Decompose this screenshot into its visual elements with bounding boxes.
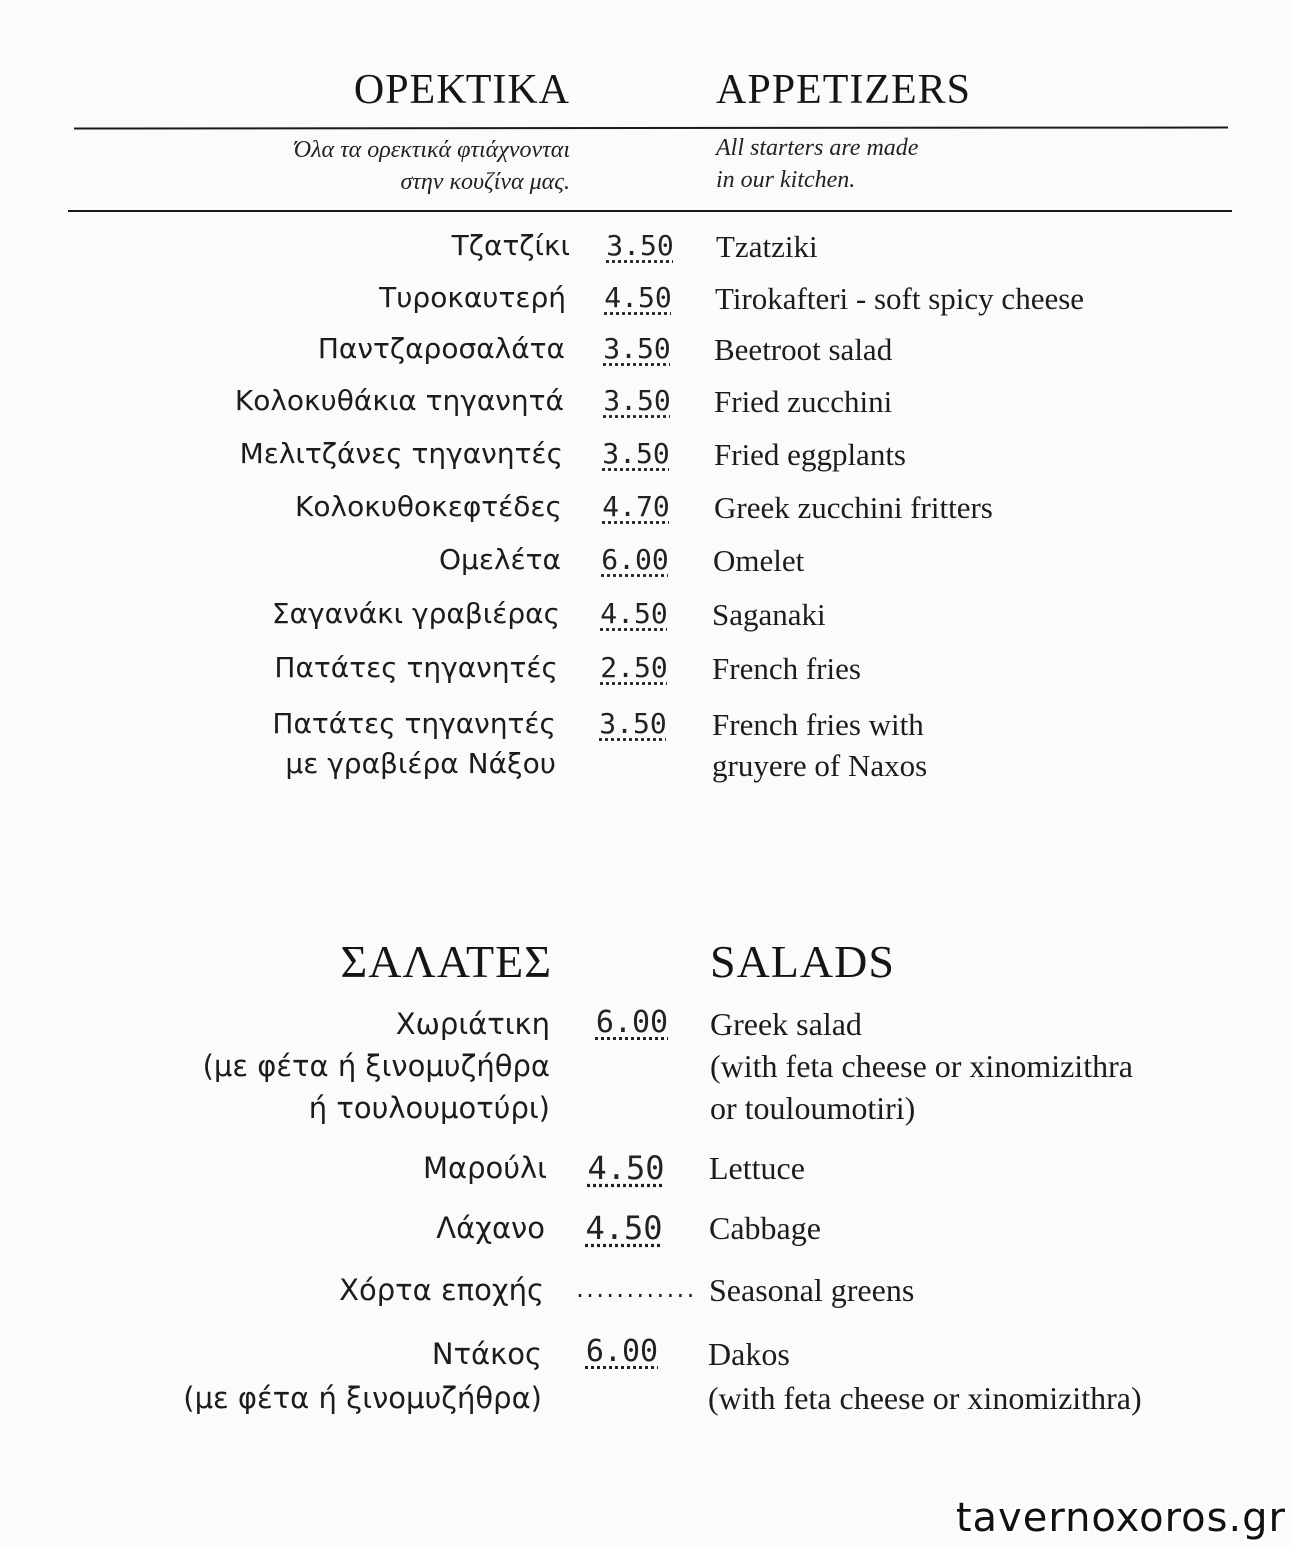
item-name-greek: Σαγανάκι γραβιέρας	[271, 597, 560, 630]
item-price: 3.50	[603, 384, 671, 417]
item-name-english-line-2: (with feta cheese or xinomizithra	[710, 1048, 1133, 1084]
item-price: 3.50	[602, 437, 670, 470]
item-name-english: Fried zucchini	[714, 384, 893, 419]
item-name-english-line-1: French fries with	[712, 707, 924, 742]
appetizers-title-greek: ΟΡΕΚΤΙΚΑ	[353, 67, 570, 113]
intro-greek-line-2: στην κουζίνα μας.	[400, 169, 570, 195]
item-name-greek: Πατάτες τηγανητές	[274, 651, 558, 684]
item-name-english	[710, 1003, 1133, 1129]
item-price: 4.50	[587, 1149, 665, 1187]
appetizers-title-english: APPETIZERS	[716, 67, 972, 113]
item-name-english: Tirokafteri - soft spicy cheese	[715, 281, 1085, 316]
item-name-english: Greek zucchini fritters	[714, 490, 993, 525]
watermark-text: tavernoxoros.gr	[955, 1495, 1286, 1541]
item-name-english-line-3: or touloumotiri)	[710, 1090, 916, 1126]
item-name-greek: Κολοκυθάκια τηγανητά	[234, 384, 564, 417]
item-name-english: Fried eggplants	[714, 437, 906, 472]
intro-english-line-2: in our kitchen.	[716, 167, 856, 193]
item-name-greek: Λάχανο	[436, 1211, 545, 1245]
salads-title-english: SALADS	[710, 936, 895, 987]
item-name-greek-line-1: Ντάκος	[431, 1337, 542, 1371]
item-name-greek: Μαρούλι	[422, 1151, 547, 1185]
item-name-english-line-1: Greek salad	[710, 1006, 862, 1042]
item-name-english: Lettuce	[709, 1150, 805, 1186]
item-price: 4.70	[602, 490, 670, 523]
item-name-greek-line-2: (με φέτα ή ξινομυζήθρα)	[183, 1381, 542, 1415]
item-name-greek-line-2: με γραβιέρα Νάξου	[285, 747, 556, 780]
item-name-greek: Κολοκυθοκεφτέδες	[295, 490, 562, 523]
appetizers-intro-english	[716, 132, 918, 196]
item-price: 4.50	[585, 1209, 663, 1247]
intro-english-line-1: All starters are made	[716, 135, 919, 161]
item-name-greek-line-1: Χωριάτικη	[395, 1007, 550, 1041]
item-price: 6.00	[585, 1334, 659, 1369]
item-name-english: French fries	[712, 651, 861, 686]
item-price: 6.00	[595, 1005, 669, 1040]
item-name-greek: Παντζαροσαλάτα	[317, 332, 565, 365]
item-name-english	[708, 1332, 1142, 1420]
item-name-greek: Χόρτα εποχής	[339, 1273, 544, 1307]
item-name-greek	[272, 704, 556, 784]
item-name-greek: Ομελέτα	[438, 543, 561, 576]
intro-greek-line-1: Όλα τα ορεκτικά φτιάχνονται	[293, 137, 570, 163]
item-name-english-line-2: gruyere of Naxos	[712, 748, 928, 783]
item-name-english-line-1: Dakos	[708, 1336, 790, 1372]
item-name-english: Omelet	[713, 543, 805, 578]
item-price: 6.00	[601, 543, 669, 576]
item-name-greek-line-1: Πατάτες τηγανητές	[272, 707, 556, 740]
item-name-english-line-2: (with feta cheese or xinomizithra)	[708, 1380, 1142, 1416]
item-name-english: Tzatziki	[716, 229, 818, 264]
item-name-english: Beetroot salad	[714, 332, 893, 367]
item-name-greek	[183, 1332, 542, 1420]
item-price-blank: ............	[574, 1278, 695, 1302]
item-name-greek: Τζατζίκι	[451, 229, 570, 262]
item-price: 3.50	[603, 332, 671, 365]
top-divider	[74, 126, 1228, 129]
item-name-english: Cabbage	[709, 1210, 821, 1246]
intro-divider	[68, 210, 1232, 212]
item-name-english: Saganaki	[712, 597, 826, 632]
item-name-greek-line-2: (με φέτα ή ξινομυζήθρα	[202, 1049, 550, 1083]
item-price: 3.50	[599, 707, 667, 740]
item-price: 3.50	[606, 229, 674, 262]
item-name-greek: Μελιτζάνες τηγανητές	[239, 437, 563, 470]
site-watermark	[956, 1495, 1286, 1541]
item-name-greek: Τυροκαυτερή	[379, 281, 566, 314]
salads-title-greek: ΣΑΛΑΤΕΣ	[340, 936, 552, 987]
item-name-english	[712, 704, 927, 786]
item-price: 2.50	[600, 651, 668, 684]
item-name-greek-line-3: ή τουλουμοτύρι)	[308, 1091, 550, 1125]
appetizers-intro-greek	[294, 134, 570, 198]
item-price: 4.50	[600, 597, 668, 630]
item-price: 4.50	[604, 281, 672, 314]
item-name-english: Seasonal greens	[709, 1272, 915, 1308]
item-name-greek	[203, 1003, 550, 1129]
